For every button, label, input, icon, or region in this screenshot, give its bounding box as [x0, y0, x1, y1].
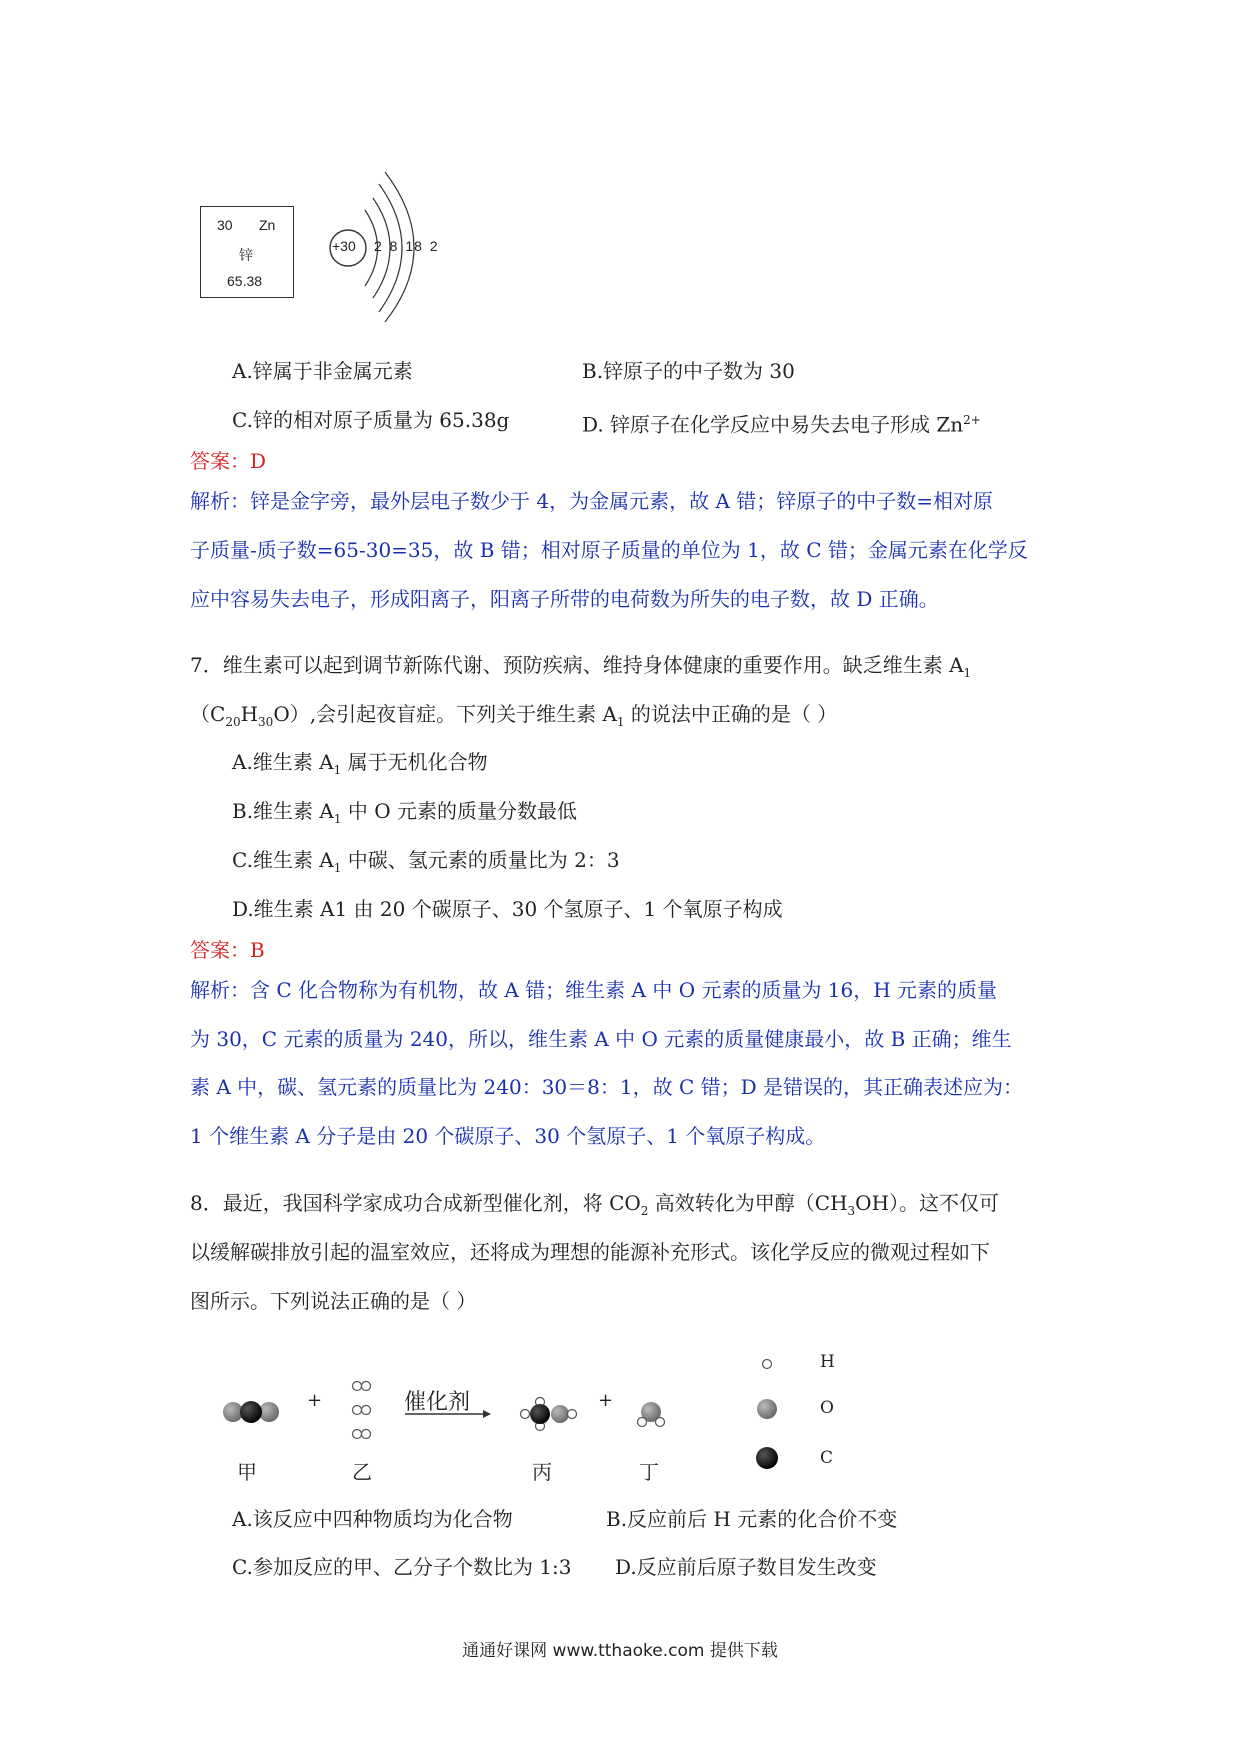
q8-option-d: D.反应前后原子数目发生改变: [615, 1555, 877, 1579]
plus-sign-2: +: [598, 1390, 614, 1411]
catalyst-label: 催化剂: [404, 1390, 471, 1415]
q7-explanation-line-2: 为 30，C 元素的质量为 240，所以，维生素 A 中 O 元素的质量健康最小，故 B 正确；维生: [190, 1027, 1012, 1051]
q8-option-a: A.该反应中四种物质均为化合物: [232, 1507, 513, 1531]
molecule-bing-ch3oh: [521, 1398, 577, 1431]
q7-option-a: A.维生素 $A_1$ 属于无机化合物: [232, 750, 488, 777]
page-footer: 通通好课网 www.tthaoke.com 提供下载: [462, 1641, 778, 1661]
molecule-yi-h2: [353, 1382, 371, 1439]
zinc-name: 锌: [239, 248, 253, 264]
q8-stem-line-3: 图所示。下列说法正确的是（ ）: [190, 1289, 477, 1313]
zinc-mass: 65.38: [227, 273, 263, 289]
electron-shells: 2 8 18 2: [374, 238, 439, 254]
q6-answer: 答案：D: [190, 449, 267, 473]
molecule-ding-h2o: [638, 1402, 665, 1427]
q7-option-b: B.维生素 $A_1$ 中 O 元素的质量分数最低: [232, 799, 577, 826]
q6-option-c: C.锌的相对原子质量为 65.38g: [232, 408, 510, 432]
q7-explanation-line-3: 素 A 中，碳、氢元素的质量比为 240：30＝8：1，故 C 错；D 是错误的，其正确表述应为：: [190, 1075, 1023, 1099]
nucleus-charge: +30: [332, 238, 356, 254]
q8-option-b: B.反应前后 H 元素的化合价不变: [606, 1507, 898, 1531]
legend-o-label: O: [820, 1398, 834, 1418]
legend-h-atom: [763, 1360, 772, 1369]
molecule-jia-co2: [223, 1401, 279, 1423]
q7-option-d: D.维生素 A1 由 20 个碳原子、30 个氢原子、1 个氧原子构成: [232, 897, 783, 921]
plus-sign-1: +: [307, 1390, 323, 1411]
legend-h-label: H: [820, 1352, 835, 1372]
q8-option-c: C.参加反应的甲、乙分子个数比为 1:3: [232, 1555, 572, 1579]
q7-explanation-line-1: 解析：含 C 化合物称为有机物，故 A 错；维生素 A 中 O 元素的质量为 16，H 元素的质量: [190, 978, 998, 1002]
q6-option-b: B.锌原子的中子数为 30: [582, 359, 795, 383]
legend-c-label: C: [820, 1448, 834, 1468]
q8-stem-line-1: 8．最近，我国科学家成功合成新型催化剂，将 $CO_2$ 高效转化为甲醇$(CH_3OH)$。这不仅可: [190, 1191, 1000, 1218]
zinc-atomic-number: 30: [217, 217, 233, 233]
q7-stem-line-2: $(C_{20}H_{30}O)$,会引起夜盲症。下列关于维生素 $A_1$ 的说法中正确的是（ ）: [190, 702, 838, 729]
q6-explanation-line-1: 解析：锌是金字旁，最外层电子数少于 4，为金属元素，故 A 错；锌原子的中子数=相对原: [190, 489, 993, 513]
q6-option-a: A.锌属于非金属元素: [232, 359, 413, 383]
zinc-symbol: Zn: [259, 217, 276, 233]
q6-option-d: D. 锌原子在化学反应中易失去电子形成 $Zn^{2+}$: [582, 412, 981, 437]
q6-explanation-line-2: 子质量-质子数=65-30=35，故 B 错；相对原子质量的单位为 1，故 C 错；金属元素在化学反: [190, 538, 1028, 562]
label-jia: 甲: [237, 1460, 257, 1484]
zinc-element-card: [200, 206, 294, 298]
q6-explanation-line-3: 应中容易失去电子，形成阳离子，阳离子所带的电荷数为所失的电子数，故 D 正确。: [190, 587, 939, 611]
legend-c-atom: [756, 1447, 778, 1469]
q7-stem-line-1: 7．维生素可以起到调节新陈代谢、预防疾病、维持身体健康的重要作用。缺乏维生素 $A_1$: [190, 653, 972, 680]
q7-option-c: C.维生素 $A_1$ 中碳、氢元素的质量比为 2：3: [232, 848, 620, 875]
q7-explanation-line-4: 1 个维生素 A 分子是由 20 个碳原子、30 个氢原子、1 个氧原子构成。: [190, 1124, 826, 1148]
label-yi: 乙: [352, 1460, 372, 1484]
legend-o-atom: [757, 1399, 777, 1419]
label-bing: 丙: [532, 1460, 552, 1484]
q7-answer: 答案：B: [190, 938, 265, 962]
q8-stem-line-2: 以缓解碳排放引起的温室效应，还将成为理想的能源补充形式。该化学反应的微观过程如下: [190, 1240, 990, 1264]
label-ding: 丁: [639, 1460, 659, 1484]
